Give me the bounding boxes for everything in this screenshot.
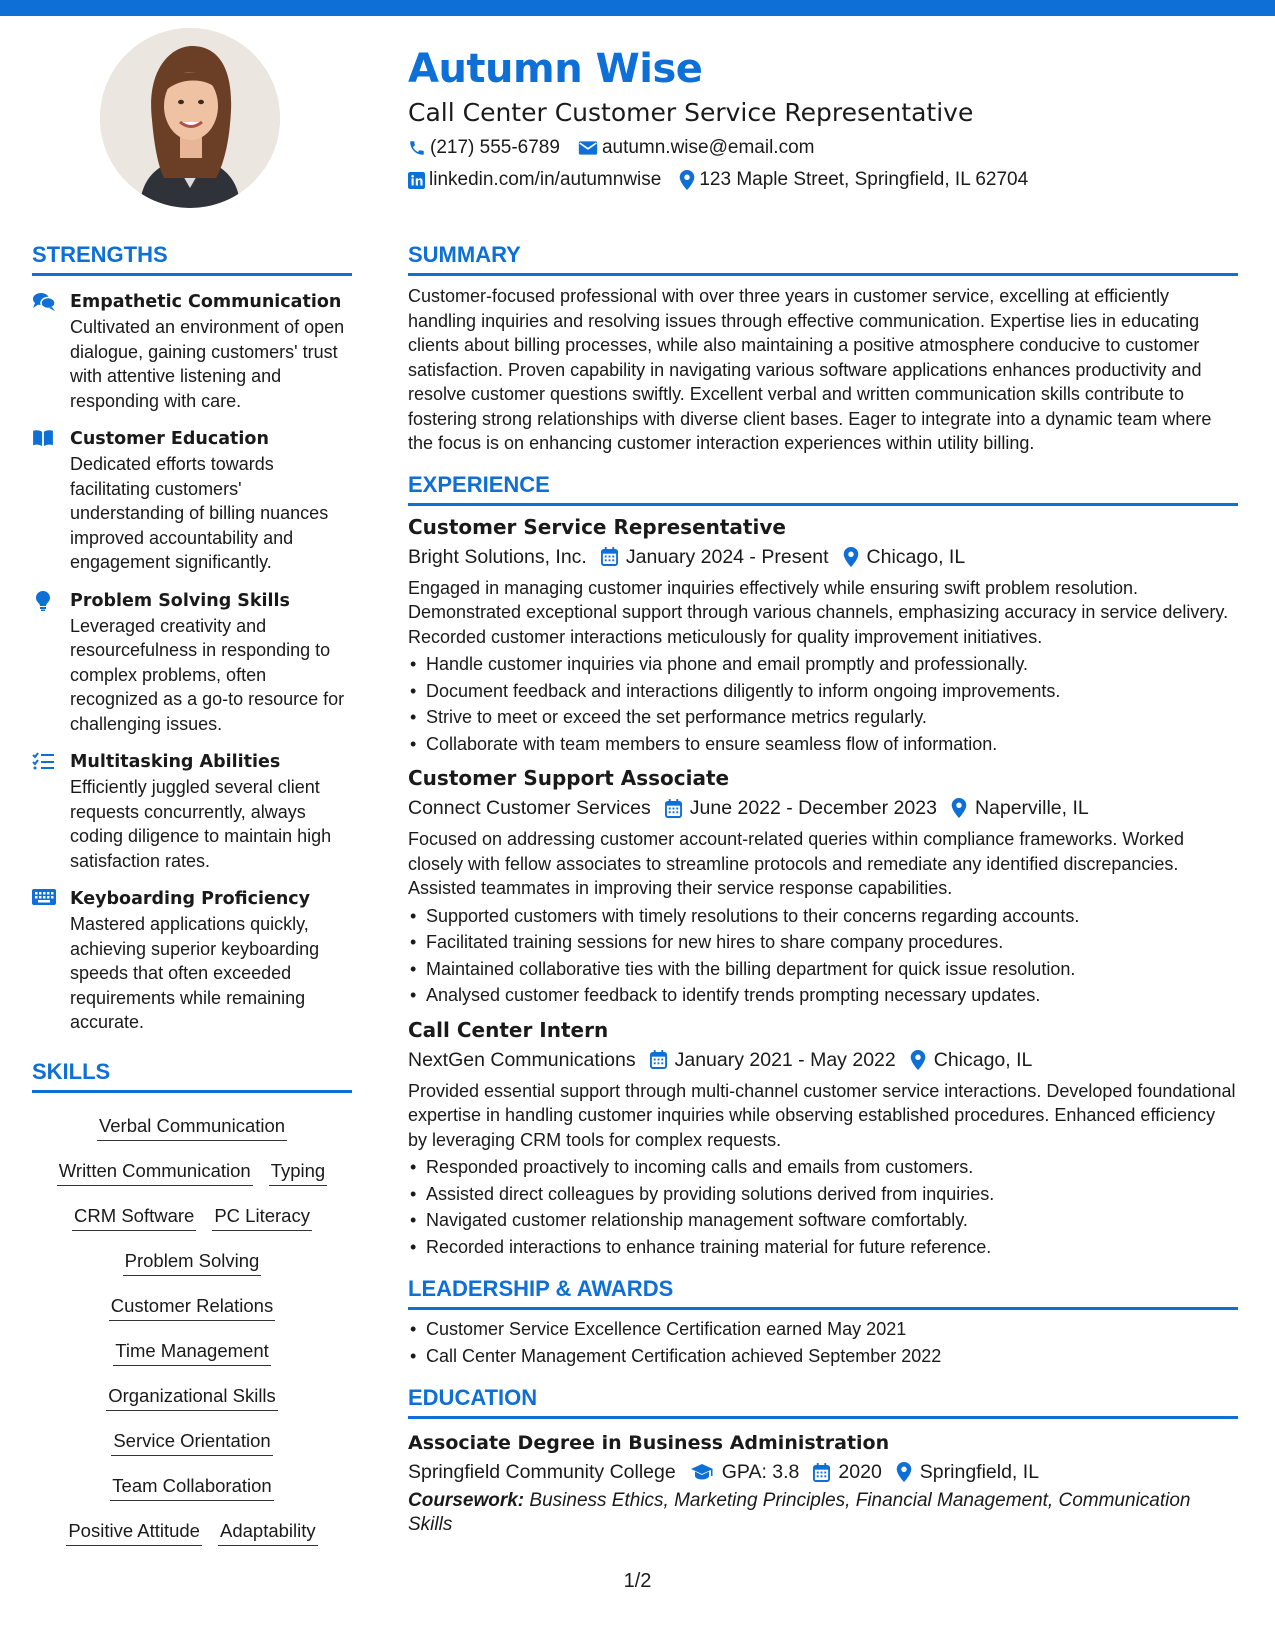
header bbox=[408, 44, 1238, 196]
job-title: Customer Service Representative bbox=[408, 514, 786, 539]
skill-tag: Problem Solving bbox=[123, 1250, 262, 1276]
skill-row bbox=[32, 1330, 352, 1375]
job-title: Customer Support Associate bbox=[408, 766, 730, 790]
job-entry bbox=[408, 1015, 1238, 1261]
list-item: • Supported customers with timely resolutions to their concerns regarding accounts. bbox=[408, 903, 1238, 930]
phone-contact bbox=[408, 137, 560, 159]
skills-heading: SKILLS bbox=[32, 1057, 352, 1093]
skill-tag: Time Management bbox=[113, 1340, 271, 1366]
strength-desc: Leveraged creativity and resourcefulness in responding to complex problems, often recognized as a go-to resource for challenging issues. bbox=[70, 615, 345, 734]
strength-desc: Cultivated an environment of open dialogue, gaining customers' trust with attentive listening and responding with care. bbox=[70, 317, 345, 411]
education-location: Springfield, IL bbox=[919, 1461, 1040, 1483]
list-item: • Recorded interactions to enhance training material for future reference. bbox=[408, 1234, 1238, 1261]
list-item: • Customer Service Excellence Certification earned May 2021 bbox=[408, 1316, 1238, 1343]
job-bullets bbox=[408, 1154, 1238, 1260]
job-meta bbox=[408, 542, 1238, 572]
job-dates: June 2022 - December 2023 bbox=[689, 797, 937, 819]
summary-text: Customer-focused professional with over three years in customer service, excelling at efficiently handling inquiries and resolving issues through effective communication. Expertise lies in educating clients about billing processes, while also maintaining a positive atmosphere conducive to customer satisfaction. Proven capability in navigating various software applications enhances productivity and resolve customer questions swiftly. Excellent verbal and written communication skills contribute to fostering strong relationships with diverse client bases. Eager to integrate into a dynamic team where the focus is on enhancing customer interaction experiences within utility billing. bbox=[408, 286, 1212, 453]
skill-row bbox=[32, 1105, 352, 1150]
job-description: Focused on addressing customer account-related queries within compliance frameworks. Worked closely with fellow associates to streamline protocols and remediate any identified discrepancies. Assisted teammates in improving their service response capabilities. bbox=[408, 829, 1185, 898]
linkedin-contact[interactable] bbox=[408, 169, 661, 191]
list-item: • Maintained collaborative ties with the billing department for quick issue resolution. bbox=[408, 956, 1238, 983]
book-icon bbox=[32, 429, 54, 447]
job-company: Bright Solutions, Inc. bbox=[408, 545, 587, 568]
job-entry bbox=[408, 512, 1238, 758]
page-number: 1/2 bbox=[623, 1570, 652, 1592]
list-item: • Analysed customer feedback to identify trends prompting necessary updates. bbox=[408, 982, 1238, 1009]
list-item: • Call Center Management Certification achieved September 2022 bbox=[408, 1343, 1238, 1370]
strength-desc: Efficiently juggled several client requests concurrently, always coding diligence to maintain high satisfaction rates. bbox=[70, 777, 332, 871]
map-pin-icon bbox=[896, 1462, 912, 1482]
skills-list bbox=[32, 1105, 352, 1555]
skill-row bbox=[32, 1195, 352, 1240]
gpa: GPA: 3.8 bbox=[721, 1461, 800, 1483]
skill-tag: Team Collaboration bbox=[110, 1475, 273, 1501]
education-heading: EDUCATION bbox=[408, 1383, 1238, 1419]
coursework-text: Business Ethics, Marketing Principles, Financial Management, Communication Skills bbox=[408, 1490, 1191, 1535]
map-pin-icon bbox=[951, 798, 967, 818]
right-column bbox=[408, 240, 1238, 1537]
skill-tag: Positive Attitude bbox=[66, 1520, 202, 1546]
comments-icon bbox=[32, 292, 56, 312]
calendar-icon bbox=[813, 1463, 830, 1482]
list-item: • Strive to meet or exceed the set performance metrics regularly. bbox=[408, 704, 1238, 731]
job-title: Call Center Intern bbox=[408, 1017, 609, 1042]
calendar-icon bbox=[650, 1050, 667, 1069]
strength-item bbox=[32, 290, 352, 413]
list-item: • Responded proactively to incoming calls and emails from customers. bbox=[408, 1154, 1238, 1181]
strength-title: Problem Solving Skills bbox=[70, 590, 290, 611]
strength-title: Multitasking Abilities bbox=[70, 752, 281, 772]
job-meta bbox=[408, 1045, 1238, 1075]
strength-desc: Dedicated efforts towards facilitating customers' understanding of billing nuances improved accountability and engagement significantly. bbox=[70, 454, 329, 572]
skill-tag: PC Literacy bbox=[212, 1205, 312, 1231]
job-description: Provided essential support through multi-channel customer service interactions. Developed foundational expertise in handling customer inquiries while observing established procedures. Enhanced efficiency by leveraging CRM tools for complex requests. bbox=[408, 1080, 1236, 1150]
left-column bbox=[32, 240, 352, 1555]
job-bullets bbox=[408, 651, 1238, 757]
contact-row-2 bbox=[408, 164, 1238, 196]
job-company: NextGen Communications bbox=[408, 1048, 636, 1071]
calendar-icon bbox=[601, 547, 618, 566]
list-item: • Collaborate with team members to ensure seamless flow of information. bbox=[408, 731, 1238, 758]
profile-photo bbox=[100, 28, 280, 208]
skill-row bbox=[32, 1375, 352, 1420]
job-dates: January 2021 - May 2022 bbox=[674, 1048, 896, 1071]
job-meta bbox=[408, 793, 1238, 823]
job-entry bbox=[408, 763, 1238, 1009]
job-dates: January 2024 - Present bbox=[625, 545, 829, 568]
experience-heading: EXPERIENCE bbox=[408, 470, 1238, 506]
linkedin-text: linkedin.com/in/autumnwise bbox=[429, 169, 662, 190]
top-accent-bar bbox=[0, 0, 1275, 16]
envelope-icon bbox=[578, 140, 598, 156]
map-pin-icon bbox=[910, 1050, 926, 1070]
skill-row bbox=[32, 1420, 352, 1465]
phone-icon bbox=[408, 139, 426, 157]
education-meta bbox=[408, 1457, 1238, 1487]
awards-heading: LEADERSHIP & AWARDS bbox=[408, 1274, 1238, 1310]
lightbulb-icon bbox=[36, 591, 50, 611]
list-item: • Handle customer inquiries via phone and email promptly and professionally. bbox=[408, 651, 1238, 678]
strength-title: Customer Education bbox=[70, 429, 269, 449]
email-text: autumn.wise@email.com bbox=[601, 137, 815, 158]
calendar-icon bbox=[665, 799, 682, 818]
job-company: Connect Customer Services bbox=[408, 797, 651, 819]
job-description: Engaged in managing customer inquiries effectively while ensuring swift problem resolution. Demonstrated exceptional support through various channels, emphasizing accuracy in service delivery. Recorded customer interactions meticulously for quality improvement initiatives. bbox=[408, 577, 1229, 647]
coursework-label: Coursework: bbox=[408, 1490, 525, 1511]
candidate-role: Call Center Customer Service Representative bbox=[408, 98, 974, 127]
candidate-name: Autumn Wise bbox=[408, 46, 703, 92]
skill-tag: Verbal Communication bbox=[97, 1115, 287, 1141]
skill-row bbox=[32, 1240, 352, 1285]
graduation-year: 2020 bbox=[838, 1461, 882, 1483]
list-item: • Navigated customer relationship management software comfortably. bbox=[408, 1207, 1238, 1234]
skill-row bbox=[32, 1465, 352, 1510]
skill-tag: Typing bbox=[269, 1160, 328, 1186]
skill-tag: Adaptability bbox=[218, 1520, 318, 1546]
strength-desc: Mastered applications quickly, achieving superior keyboarding speeds that often exceeded requirements while remaining accurate. bbox=[70, 914, 320, 1032]
address-text: 123 Maple Street, Springfield, IL 62704 bbox=[699, 169, 1029, 190]
strength-item bbox=[32, 589, 352, 737]
map-pin-icon bbox=[679, 170, 695, 190]
degree-title: Associate Degree in Business Administration bbox=[408, 1432, 890, 1454]
address-contact bbox=[679, 169, 1028, 191]
list-item: • Assisted direct colleagues by providing solutions derived from inquiries. bbox=[408, 1181, 1238, 1208]
strengths-heading: STRENGTHS bbox=[32, 240, 352, 276]
skill-tag: Customer Relations bbox=[109, 1295, 275, 1321]
strength-title: Keyboarding Proficiency bbox=[70, 889, 311, 909]
skill-tag: Service Orientation bbox=[111, 1430, 272, 1456]
strength-item bbox=[32, 887, 352, 1035]
linkedin-icon bbox=[408, 172, 425, 189]
job-location: Naperville, IL bbox=[974, 797, 1089, 819]
phone-text: (217) 555-6789 bbox=[430, 137, 560, 158]
skill-row bbox=[32, 1510, 352, 1555]
contact-row-1 bbox=[408, 132, 1238, 164]
list-item: • Facilitated training sessions for new hires to share company procedures. bbox=[408, 929, 1238, 956]
graduation-cap-icon bbox=[690, 1463, 714, 1481]
coursework bbox=[408, 1489, 1238, 1537]
map-pin-icon bbox=[843, 547, 859, 567]
keyboard-icon bbox=[32, 889, 56, 905]
email-contact[interactable] bbox=[578, 137, 815, 159]
skill-row bbox=[32, 1285, 352, 1330]
strength-item bbox=[32, 427, 352, 575]
skill-tag: CRM Software bbox=[72, 1205, 196, 1231]
summary-heading: SUMMARY bbox=[408, 240, 1238, 276]
job-bullets bbox=[408, 903, 1238, 1009]
checklist-icon bbox=[32, 752, 54, 770]
skill-row bbox=[32, 1150, 352, 1195]
list-item: • Document feedback and interactions diligently to inform ongoing improvements. bbox=[408, 678, 1238, 705]
skill-tag: Written Communication bbox=[57, 1160, 253, 1186]
awards-list bbox=[408, 1316, 1238, 1369]
job-location: Chicago, IL bbox=[933, 1048, 1033, 1071]
strength-item bbox=[32, 750, 352, 873]
strength-title: Empathetic Communication bbox=[70, 292, 342, 312]
job-location: Chicago, IL bbox=[866, 545, 966, 568]
school-name: Springfield Community College bbox=[408, 1461, 676, 1483]
skill-tag: Organizational Skills bbox=[106, 1385, 278, 1411]
